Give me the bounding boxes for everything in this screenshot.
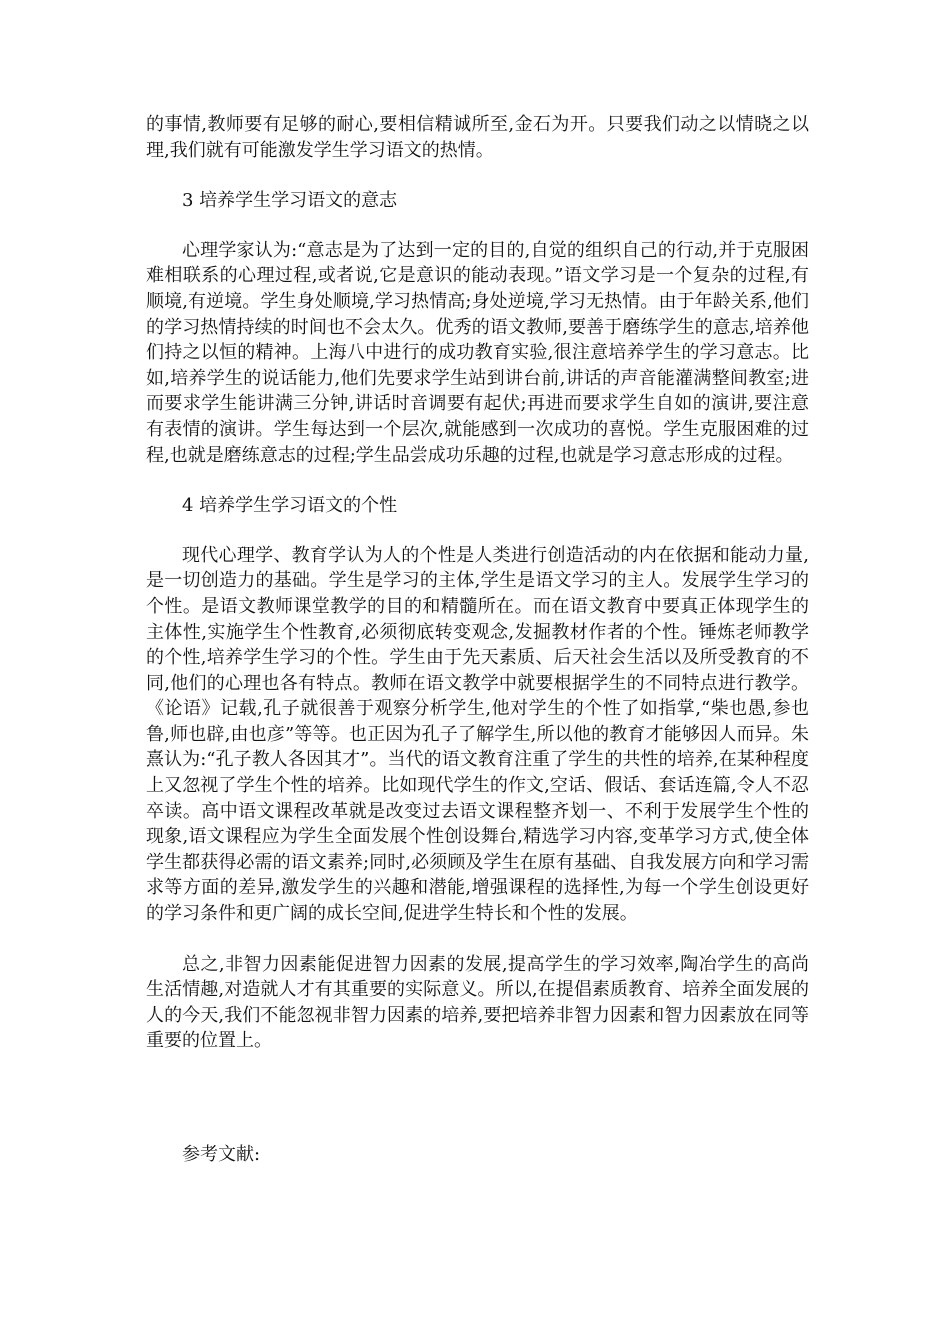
references-label: 参考文献: bbox=[182, 1144, 261, 1165]
document-body bbox=[146, 112, 809, 1168]
section-heading-3: 3 培养学生学习语文的意志 bbox=[182, 190, 398, 212]
paragraph-continuation: 的事情,教师要有足够的耐心,要相信精诚所至,金石为开。只要我们动之以情晓之以理,我们就有可能激发学生学习语文的热情。 bbox=[146, 114, 809, 161]
paragraph-conclusion: 总之,非智力因素能促进智力因素的发展,提高学生的学习效率,陶冶学生的高尚生活情趣,对造就人才有其重要的实际意义。所以,在提倡素质教育、培养全面发展的人的今天,我们不能忽视非智力因素的培养,要把培养非智力因素和智力因素放在同等重要的位置上。 bbox=[146, 953, 809, 1052]
section-heading-4: 4 培养学生学习语文的个性 bbox=[182, 495, 398, 517]
paragraph-will-training: 心理学家认为:“意志是为了达到一定的目的,自觉的组织自己的行动,并于克服困难相联系的心理过程,或者说,它是意识的能动表现。”语文学习是一个复杂的过程,有顺境,有逆境。学生身处顺境,学习热情高;身处逆境,学习无热情。由于年龄关系,他们的学习热情持续的时间也不会太久。优秀的语文教师,要善于磨练学生的意志,培养他们持之以恒的精神。上海八中进行的成功教育实验,很注意培养学生的学习意志。比如,培养学生的说话能力,他们先要求学生站到讲台前,讲话的声音能灌满整间教室;进而要求学生能讲满三分钟,讲话时音调要有起伏;再进而要求学生自如的演讲,要注意有表情的演讲。学生每达到一个层次,就能感到一次成功的喜悦。学生克服困难的过程,也就是磨练意志的过程;学生品尝成功乐趣的过程,也就是学习意志形成的过程。 bbox=[146, 239, 809, 466]
paragraph-personality-training: 现代心理学、教育学认为人的个性是人类进行创造活动的内在依据和能动力量,是一切创造力的基础。学生是学习的主体,学生是语文学习的主人。发展学生学习的个性。是语文教师课堂教学的目的和精髓所在。而在语文教育中要真正体现学生的主体性,实施学生个性教育,必须彻底转变观念,发掘教材作者的个性。锤炼老师教学的个性,培养学生学习的个性。学生由于先天素质、后天社会生活以及所受教育的不同,他们的心理也各有特点。教师在语文教学中就要根据学生的不同特点进行教学。《论语》记载,孔子就很善于观察分析学生,他对学生的个性了如指掌,“柴也愚,参也鲁,师也辟,由也彦”等等。也正因为孔子了解学生,所以他的教育才能够因人而异。朱熹认为:“孔子教人各因其才”。当代的语文教育注重了学生的共性的培养,在某种程度上又忽视了学生个性的培养。比如现代学生的作文,空话、假话、套话连篇,令人不忍卒读。高中语文课程改革就是改变过去语文课程整齐划一、不利于发展学生个性的现象,语文课程应为学生全面发展个性创设舞台,精选学习内容,变革学习方式,使全体学生都获得必需的语文素养;同时,必须顾及学生在原有基础、自我发展方向和学习需求等方面的差异,激发学生的兴趣和潜能,增强课程的选择性,为每一个学生创设更好的学习条件和更广阔的成长空间,促进学生特长和个性的发展。 bbox=[146, 544, 809, 925]
